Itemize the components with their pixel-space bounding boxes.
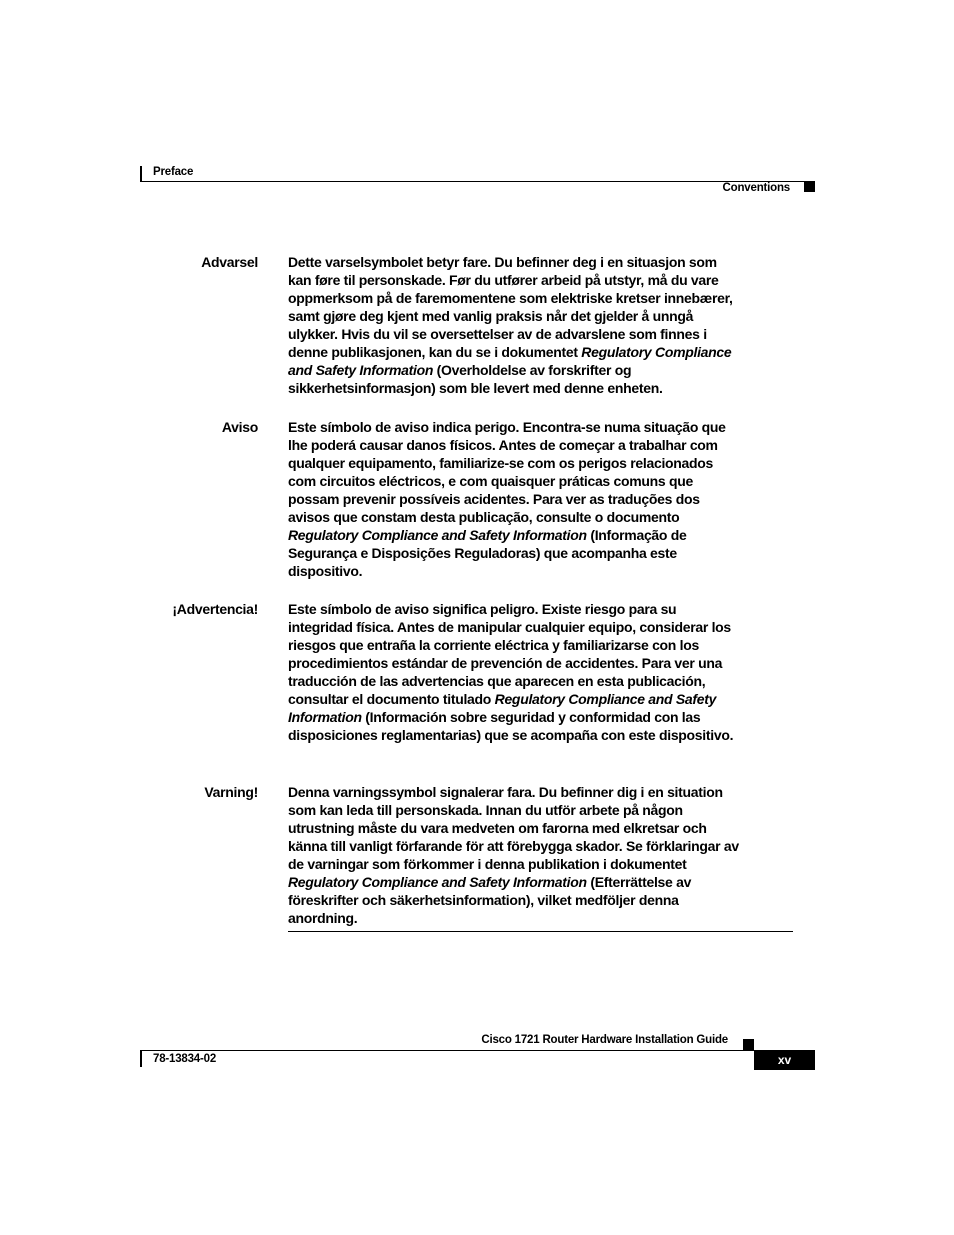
footer-doc-number: 78-13834-02 bbox=[153, 1053, 217, 1065]
document-title-reference: Regulatory Compliance and Safety Information bbox=[288, 527, 587, 543]
document-title-reference: Regulatory Compliance and Safety Information bbox=[288, 344, 732, 378]
document-title-reference: Regulatory Compliance and Safety Information bbox=[288, 691, 717, 725]
footer-rule bbox=[140, 1050, 815, 1051]
header-rule bbox=[140, 181, 815, 182]
footer-guide-title: Cisco 1721 Router Hardware Installation Guide bbox=[481, 1034, 728, 1046]
header-marker-square bbox=[804, 182, 815, 192]
footer-marker-square bbox=[743, 1039, 754, 1050]
warning-text-part: Este símbolo de aviso indica perigo. Encontra-se numa situação que lhe poderá causar danos físicos. Antes de começar a trabalhar com qualquer equipamento, familiarize-se com os perigos relacionados com circuitos eléctricos, e com quaisquer práticas comuns que possam prevenir possíveis acidentes. Para ver as traduções dos avisos que constam desta publicação, consulte o documento bbox=[288, 419, 726, 525]
warning-label-portuguese: Aviso bbox=[221, 419, 258, 435]
warning-text-part: Dette varselsymbolet betyr fare. Du befinner deg i en situasjon som kan føre til personskade. Før du utfører arbeid på utstyr, må du vare oppmerksom på de faremomentene som elektriske kretser innebærer, samt gjøre deg kjent med vanlig praksis når det gjelder å unngå ulykker. Hvis du vil se oversettelser av de advarslene som finnes i denne publikasjonen, kan du se i dokumentet bbox=[288, 254, 733, 360]
footer-left-bar bbox=[140, 1050, 142, 1067]
warning-text-portuguese bbox=[288, 418, 740, 580]
warning-text-part: Este símbolo de aviso significa peligro. Existe riesgo para su integridad física. Antes de manipular cualquier equipo, considerar los riesgos que entraña la corriente eléctrica y familiarizarse con los procedimientos estándar de prevención de accidentes. Para ver una traducción de las advertencias que aparecen en esta publicación, consultar el documento titulado bbox=[288, 601, 731, 707]
warning-text-swedish bbox=[288, 783, 740, 927]
warnings-end-rule bbox=[288, 931, 793, 932]
header-subsection-title: Conventions bbox=[722, 182, 790, 194]
warning-text-part: Denna varningssymbol signalerar fara. Du befinner dig i en situation som kan leda till personskada. Innan du utför arbete på någon utrustning måste du vara medveten om farorna med elkretsar och känna till vanligt förfarande för att förebygga skador. Se förklaringar av de varningar som förkommer i denna publikation i dokumentet bbox=[288, 784, 739, 872]
document-title-reference: Regulatory Compliance and Safety Information bbox=[288, 874, 587, 890]
warning-text-norwegian bbox=[288, 253, 740, 397]
header-left-bar bbox=[140, 166, 142, 182]
warning-text-part: (Efterrättelse av föreskrifter och säkerhetsinformation), vilket medföljer denna anordning. bbox=[288, 874, 692, 926]
warning-text-part: (Informação de Segurança e Disposições Reguladoras) que acompanha este dispositivo. bbox=[288, 527, 687, 579]
warning-label-norwegian: Advarsel bbox=[201, 254, 258, 270]
warning-label-swedish: Varning! bbox=[204, 784, 258, 800]
warning-text-part: (Información sobre seguridad y conformidad con las disposiciones reglamentarias) que se acompaña con este dispositivo. bbox=[288, 709, 734, 743]
header-section-title: Preface bbox=[153, 166, 194, 178]
warning-text-part: (Overholdelse av forskrifter og sikkerhetsinformasjon) som ble levert med denne enheten. bbox=[288, 362, 663, 396]
warning-label-spanish: ¡Advertencia! bbox=[172, 601, 258, 617]
footer-page-number: xv bbox=[754, 1050, 815, 1070]
warning-text-spanish bbox=[288, 600, 740, 744]
